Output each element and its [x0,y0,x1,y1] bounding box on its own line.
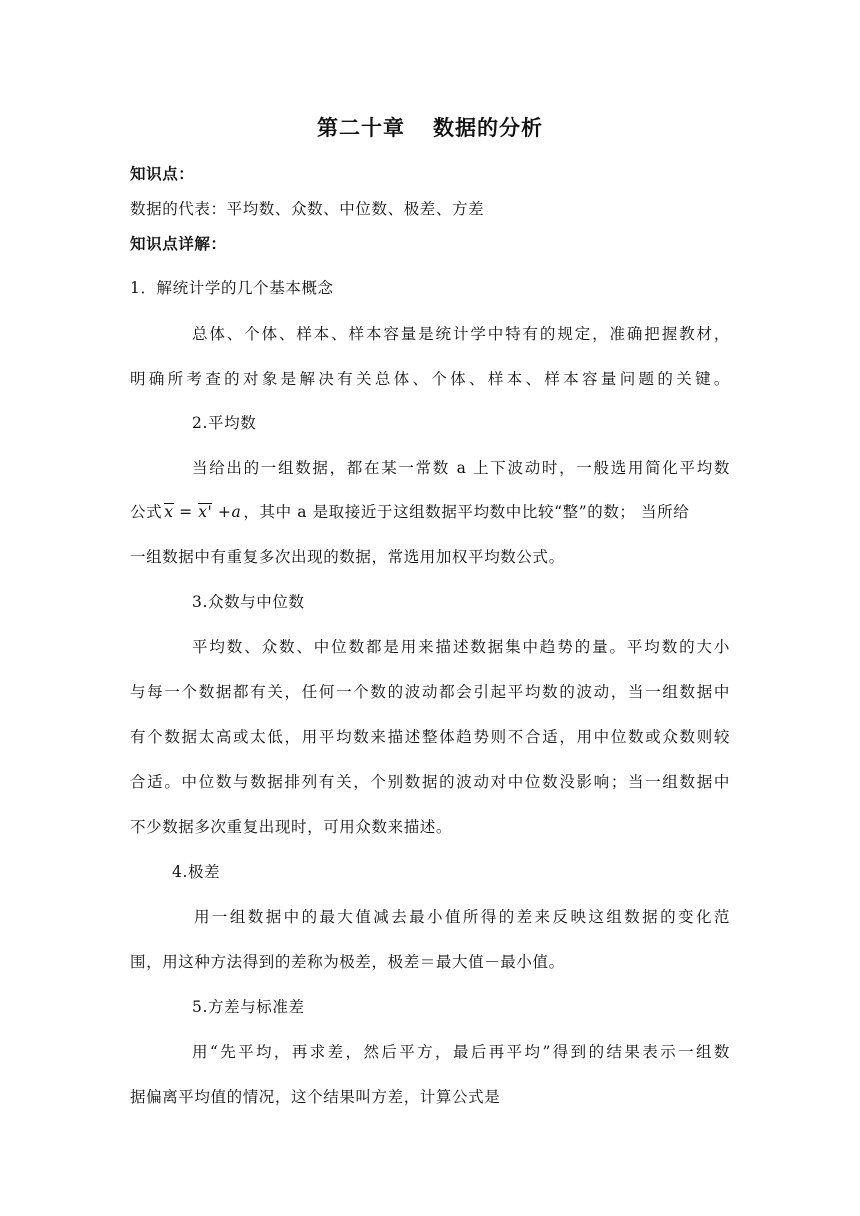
section4-heading: 4.极差 [172,863,221,881]
section3-line-5: 不少数据多次重复出现时，可用众数来描述。 [130,818,453,836]
chapter-title [0,112,860,142]
section3-line-2: 与每一个数据都有关，任何一个数的波动都会引起平均数的波动，当一组数据中 [130,683,730,701]
simplified-mean-formula [162,503,243,521]
formula-rhs: x' [198,503,213,521]
section2-line-1: 当给出的一组数据，都在某一常数 a 上下波动时，一般选用简化平均数 [192,459,730,477]
knowledge-label: 知识点： [130,164,195,183]
section5-line-2: 据偏离平均值的情况，这个结果叫方差，计算公式是 [130,1088,501,1106]
chapter-number: 第二十章 [317,115,405,140]
section2-line-3: 一组数据中有重复多次出现的数据，常选用加权平均数公式。 [130,548,565,566]
section3-line-3: 有个数据太高或太低，用平均数来描述整体趋势则不合适，用中位数或众数则较 [130,728,730,746]
section1-heading: 1．解统计学的几个基本概念 [130,279,334,297]
knowledge-text: 数据的代表：平均数、众数、中位数、极差、方差 [130,200,485,218]
section4-line-2: 围，用这种方法得到的差称为极差，极差＝最大值－最小值。 [130,953,565,971]
section5-heading: 5.方差与标准差 [192,998,305,1016]
section5-line-1: 用“先平均，再求差，然后平方，最后再平均”得到的结果表示一组数 [192,1043,730,1061]
formula-plus: +a [212,503,242,521]
formula-eq: = [173,503,199,521]
section2-line-2 [130,500,730,522]
section2-heading: 2.平均数 [192,414,257,432]
formula-lhs: x [164,503,174,521]
formula-suffix: ，其中 a 是取接近于这组数据平均数中比较“整”的数； 当所给 [243,503,690,521]
section3-line-1: 平均数、众数、中位数都是用来描述数据集中趋势的量。平均数的大小 [192,638,730,656]
section1-line-2: 明确所考查的对象是解决有关总体、个体、样本、样本容量问题的关键。 [130,370,730,388]
section4-line-1: 用一组数据中的最大值减去最小值所得的差来反映这组数据的变化范 [194,908,730,926]
chapter-name: 数据的分析 [433,115,543,140]
formula-prefix: 公式 [130,503,163,521]
section1-line-1: 总体、个体、样本、样本容量是统计学中特有的规定，准确把握教材， [192,325,730,343]
section3-line-4: 合适。中位数与数据排列有关，个别数据的波动对中位数没影响；当一组数据中 [130,773,730,791]
detail-label: 知识点详解： [130,234,227,253]
section3-heading: 3.众数与中位数 [192,593,305,611]
